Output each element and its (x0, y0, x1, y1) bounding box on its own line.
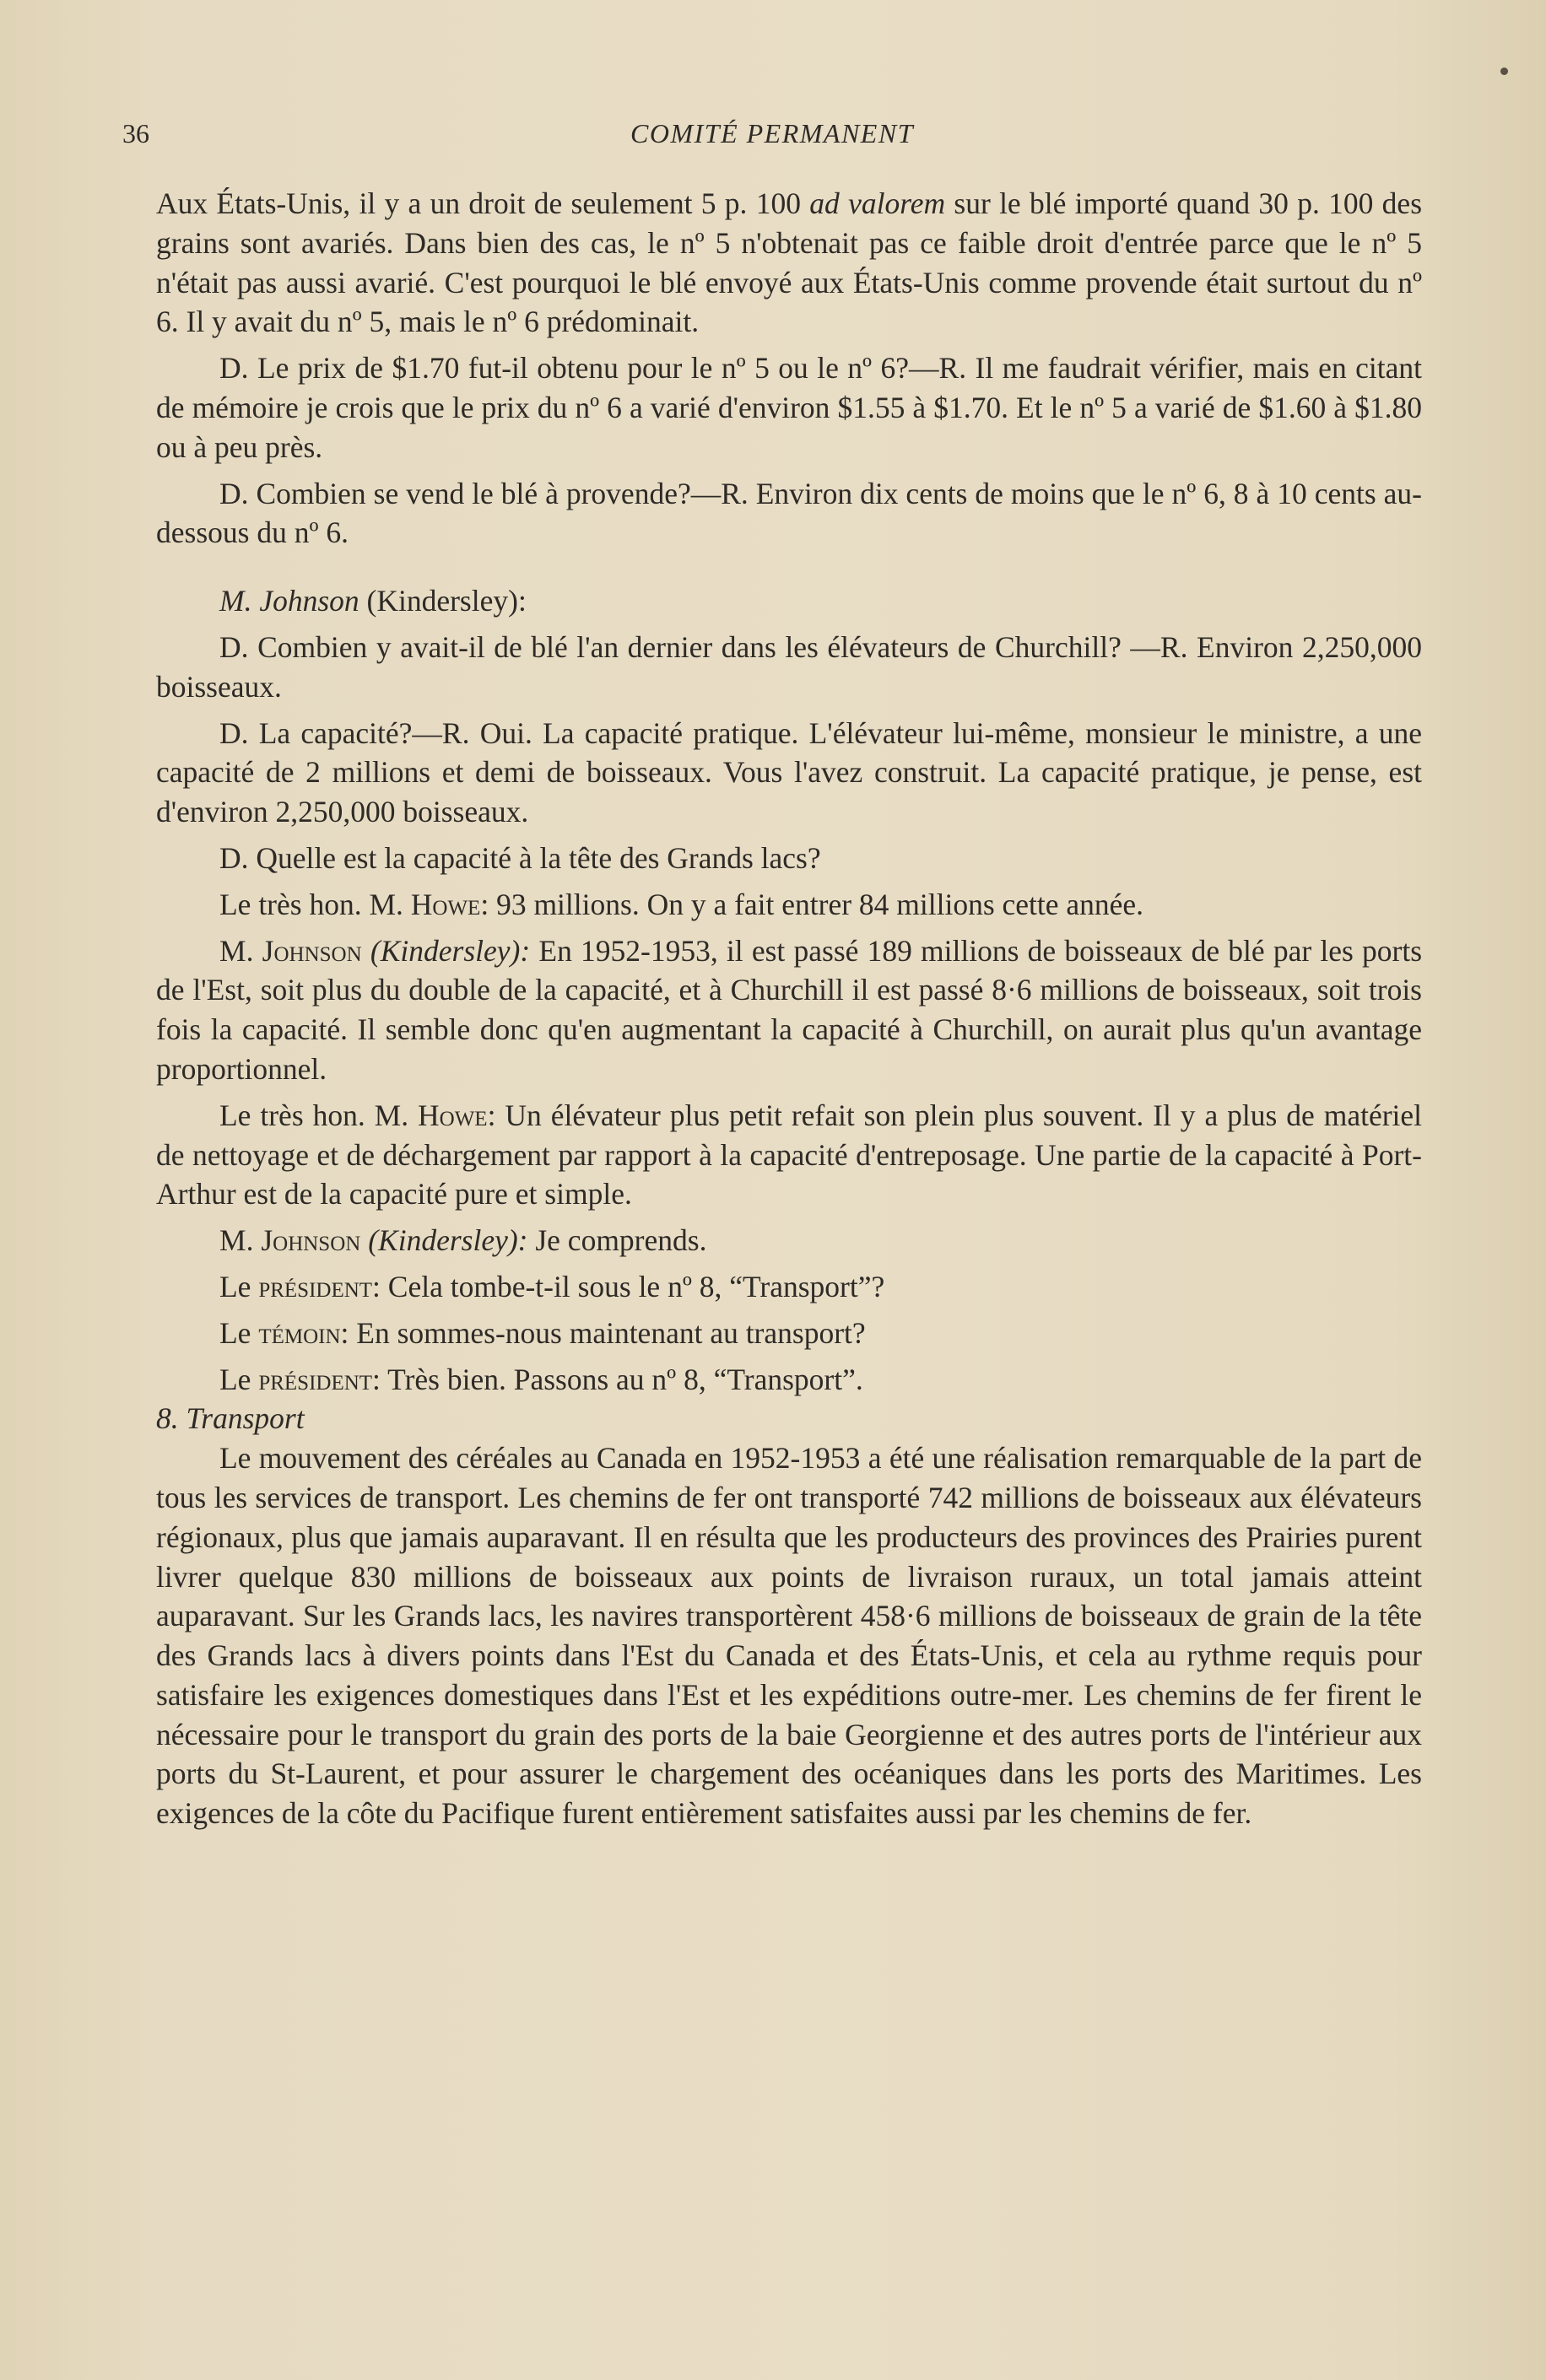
page-header (122, 118, 1422, 165)
page-number: 36 (122, 118, 149, 148)
running-head: COMITÉ PERMANENT (630, 118, 914, 148)
punch-mark (1500, 67, 1508, 75)
paragraph: Le président: Très bien. Passons au nº 8, “Transport”. (219, 1362, 863, 1396)
paragraph: Le témoin: En sommes-nous maintenant au transport? (219, 1315, 866, 1350)
paragraph: Le mouvement des céréales au Canada en 1952-1953 a été une réalisation remarquable de la part de tous les services de transport. Les chemins de fer ont transporté 742 millions de boisseaux aux élévateurs régionaux, plus que jamais auparavant. Il en résulta que les producteurs des provinces des Prairies purent livrer quelque 830 millions de boisseaux aux points de livraison ruraux, un total jamais atteint auparavant. Sur les Grands lacs, les navires transportèrent 458·6 millions de boisseaux de grain de la tête des Grands lacs à divers points dans l'Est du Canada et des États-Unis, et cela au rythme requis pour satisfaire les exigences domestiques dans l'Est et les expéditions outre-mer. Les chemins de fer firent le nécessaire pour le transport du grain des ports de la baie Georgienne et des autres ports de l'intérieur aux ports du St-Laurent, et pour assurer le chargement des océaniques dans les ports des Maritimes. Les exigences de la côte du Pacifique furent entièrement satisfaites aussi par les chemins de fer. (156, 1441, 1422, 1831)
paragraph: Aux États-Unis, il y a un droit de seulement 5 p. 100 ad valorem sur le blé importé quand 30 p. 100 des grains sont avariés. Dans bien des cas, le nº 5 n'obtenait pas ce faible droit d'entrée parce que le nº 5 n'était pas aussi avarié. C'est pourquoi le blé envoyé aux États-Unis comme provende était surtout du nº 6. Il y avait du nº 5, mais le nº 6 prédominait. (156, 186, 1423, 339)
paragraph: D. Combien se vend le blé à provende?—R. Environ dix cents de moins que le nº 6, 8 à 10 cents au-dessous du nº 6. (156, 476, 1422, 550)
paragraph: M. Johnson (Kindersley): Je comprends. (219, 1223, 707, 1258)
paragraph: Le très hon. M. Howe: 93 millions. On y a fait entrer 84 millions cette année. (219, 887, 1144, 921)
paragraph: D. Quelle est la capacité à la tête des Grands lacs? (219, 840, 821, 875)
paragraph: D. La capacité?—R. Oui. La capacité pratique. L'élévateur lui-même, monsieur le ministre, a une capacité de 2 millions et demi de boisseaux. Vous l'avez construit. La capacité pratique, je pense, est d'environ 2,250,000 boisseaux. (156, 715, 1422, 829)
speaker-line: M. Johnson (Kindersley): (219, 584, 527, 618)
section-heading: 8. Transport (156, 1401, 305, 1436)
paragraph: D. Combien y avait-il de blé l'an dernier dans les élévateurs de Churchill? —R. Environ 2,250,000 boisseaux. (156, 629, 1422, 704)
paragraph: Le très hon. M. Howe: Un élévateur plus petit refait son plein plus souvent. Il y a plus de matériel de nettoyage et de déchargement par rapport à la capacité d'entreposage. Une partie de la capacité à Port-Arthur est de la capacité pure et simple. (156, 1098, 1423, 1212)
paragraph: Le président: Cela tombe-t-il sous le nº 8, “Transport”? (219, 1269, 885, 1303)
paragraph: D. Le prix de $1.70 fut-il obtenu pour le nº 5 ou le nº 6?—R. Il me faudrait vérifier, mais en citant de mémoire je crois que le prix du nº 6 a varié d'environ $1.55 à $1.70. Et le nº 5 a varié de $1.60 à $1.80 ou à peu près. (156, 351, 1422, 464)
paragraph: M. Johnson (Kindersley): En 1952-1953, il est passé 189 millions de boisseaux de blé par les ports de l'Est, soit plus du double de la capacité, et à Churchill il est passé 8·6 millions de boisseaux, soit trois fois la capacité. Il semble donc qu'en augmentant la capacité à Churchill, on aurait plus qu'un avantage proportionnel. (156, 933, 1423, 1086)
page-body (156, 184, 1422, 1833)
